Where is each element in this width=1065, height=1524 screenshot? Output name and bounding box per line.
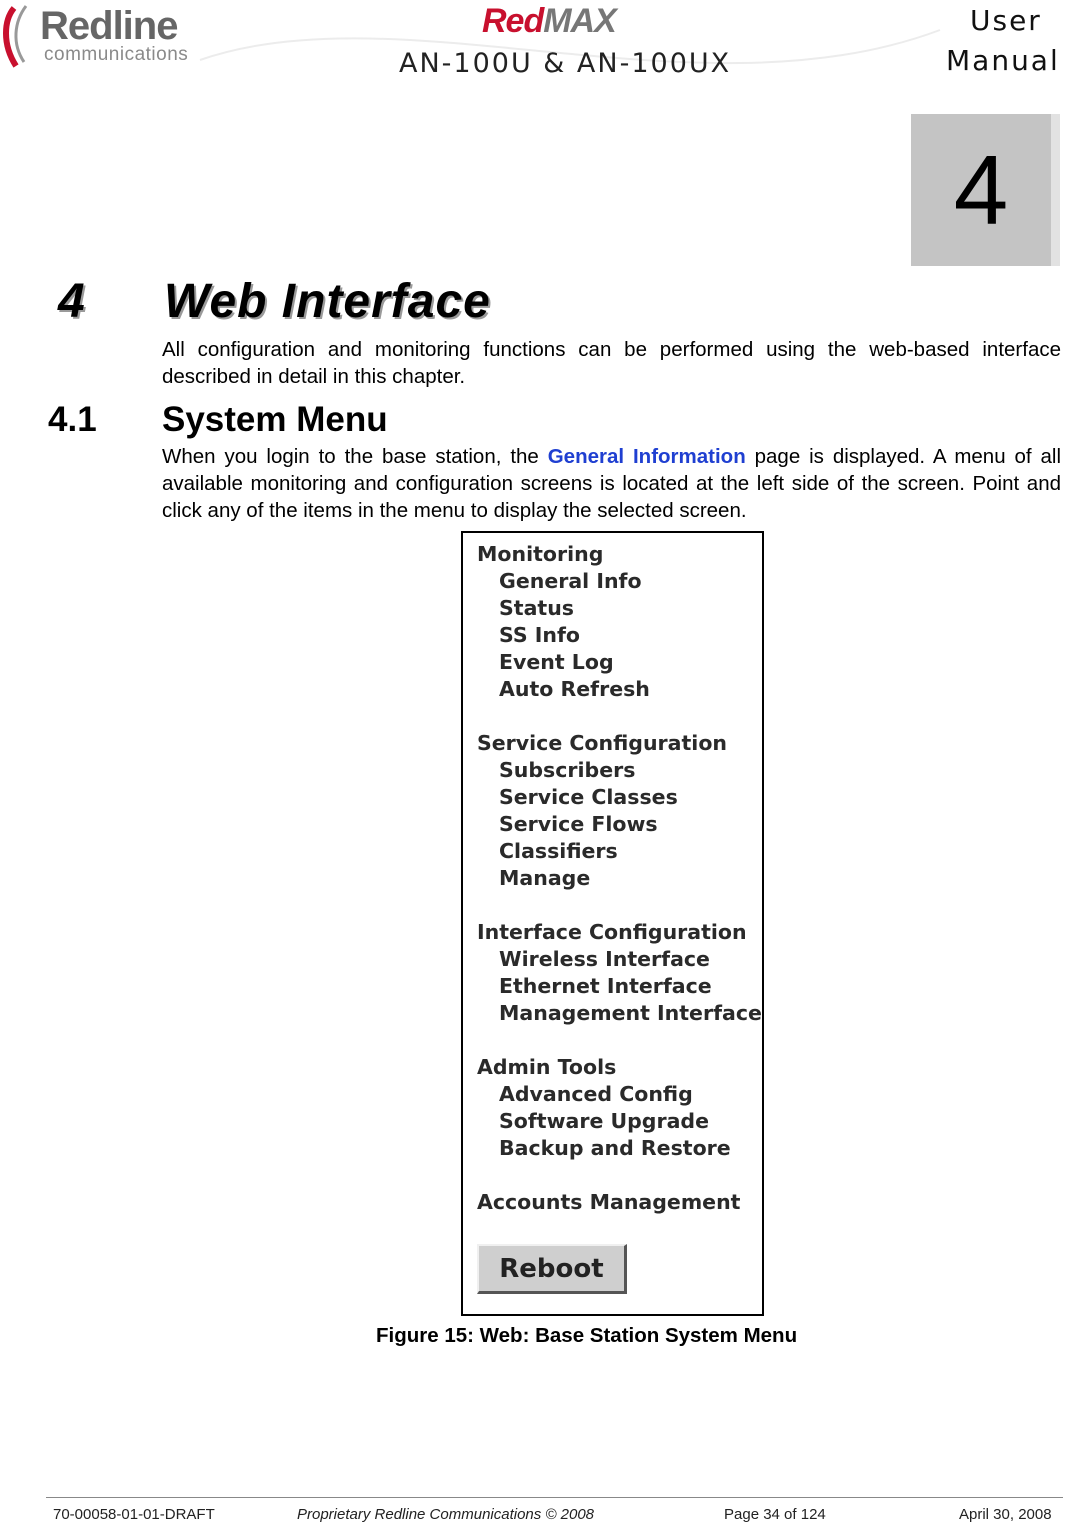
menu-item-ss-info[interactable]: SS Info (499, 623, 580, 647)
product-name: AN-100U & AN-100UX (399, 48, 732, 79)
redline-logo-subtitle: communications (44, 44, 189, 65)
menu-heading-interface-configuration[interactable]: Interface Configuration (477, 920, 747, 944)
menu-group-interface-configuration (477, 919, 762, 1027)
page-header (0, 0, 1065, 100)
menu-item-general-info[interactable]: General Info (499, 569, 642, 593)
system-menu-figure (461, 531, 764, 1316)
menu-item-advanced-config[interactable]: Advanced Config (499, 1082, 693, 1106)
menu-item-software-upgrade[interactable]: Software Upgrade (499, 1109, 710, 1133)
section-title: Web Interface (164, 275, 491, 328)
system-menu (477, 541, 762, 1243)
menu-item-status[interactable]: Status (499, 596, 574, 620)
menu-heading-accounts-management[interactable]: Accounts Management (477, 1190, 741, 1214)
footer-divider (46, 1497, 1063, 1498)
section-intro: All configuration and monitoring functions can be performed using the web-based interface described in detail in this chapter. (162, 338, 1061, 388)
menu-item-classifiers[interactable]: Classifiers (499, 839, 618, 863)
footer-page-number: Page 34 of 124 (724, 1506, 826, 1523)
menu-item-ethernet-interface[interactable]: Ethernet Interface (499, 974, 712, 998)
menu-group-service-configuration (477, 730, 762, 892)
footer-date: April 30, 2008 (959, 1506, 1052, 1523)
manual-label-line2: Manual (946, 44, 1060, 77)
menu-item-backup-and-restore[interactable]: Backup and Restore (499, 1136, 731, 1160)
menu-heading-service-configuration[interactable]: Service Configuration (477, 731, 727, 755)
subsection-title: System Menu (162, 400, 388, 439)
menu-item-service-classes[interactable]: Service Classes (499, 785, 678, 809)
chapter-number-box: 4 (911, 114, 1060, 266)
manual-label-line1: User (970, 4, 1042, 37)
footer-proprietary-notice: Proprietary Redline Communications © 2008 (297, 1506, 595, 1523)
menu-item-manage[interactable]: Manage (499, 866, 591, 890)
general-information-link[interactable]: General Information (547, 445, 746, 468)
footer-document-id: 70-00058-01-01-DRAFT (53, 1506, 215, 1523)
menu-heading-admin-tools[interactable]: Admin Tools (477, 1055, 617, 1079)
menu-item-management-interface[interactable]: Management Interface (499, 1001, 762, 1025)
menu-group-monitoring (477, 541, 762, 703)
menu-item-event-log[interactable]: Event Log (499, 650, 614, 674)
menu-item-subscribers[interactable]: Subscribers (499, 758, 636, 782)
reboot-button[interactable]: Reboot (477, 1244, 627, 1294)
menu-group-accounts-management (477, 1189, 762, 1216)
redline-logo: Redline (40, 4, 178, 48)
menu-group-admin-tools (477, 1054, 762, 1162)
section-number: 4 (58, 275, 86, 328)
menu-item-service-flows[interactable]: Service Flows (499, 812, 658, 836)
subsection-number: 4.1 (48, 400, 97, 439)
subsection-paragraph: When you login to the base station, the General Information page is displayed. A menu of all available monitoring and configuration screens is located at the left side of the screen. Point and click any of the items in the menu to display the selected screen. (162, 445, 1062, 522)
menu-item-auto-refresh[interactable]: Auto Refresh (499, 677, 650, 701)
figure-caption: Figure 15: Web: Base Station System Menu (376, 1324, 798, 1347)
redmax-logo: RedMAX (482, 2, 616, 40)
menu-heading-monitoring[interactable]: Monitoring (477, 542, 604, 566)
menu-item-wireless-interface[interactable]: Wireless Interface (499, 947, 710, 971)
